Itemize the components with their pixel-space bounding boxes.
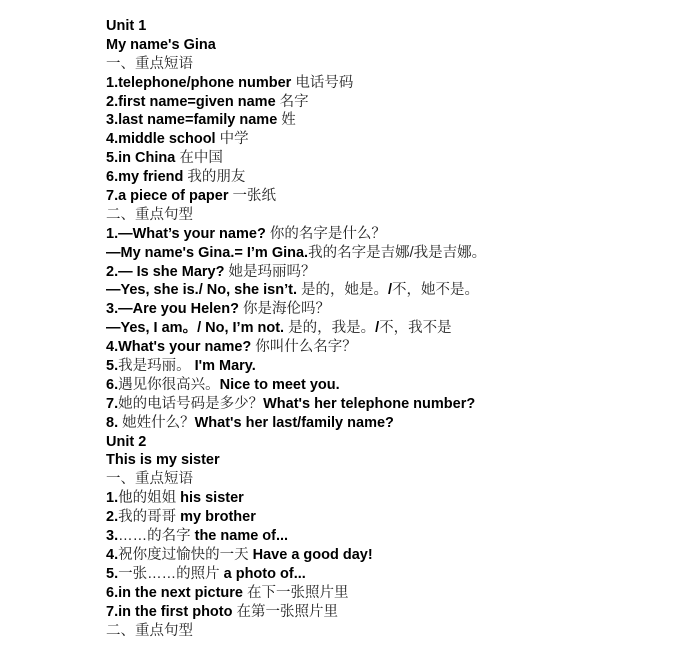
- text-line: [106, 281, 486, 300]
- bold-text: 6.in the next picture: [106, 584, 247, 601]
- text: 二、重点句型: [106, 622, 193, 639]
- bold-text: his sister: [180, 490, 244, 507]
- bold-text: 3.—Are you Helen?: [106, 301, 243, 318]
- bold-text: Unit 2: [106, 433, 147, 450]
- bold-text: What's her last/family name?: [194, 414, 394, 431]
- bold-text: my brother: [180, 509, 256, 526]
- bold-text: 6.my friend: [106, 169, 188, 186]
- bold-text: 4.: [106, 546, 119, 563]
- bold-text: This is my sister: [106, 452, 220, 469]
- bold-text: 5.in China: [106, 150, 180, 167]
- text: 她姓什么？: [122, 414, 195, 431]
- text-line: [106, 300, 486, 319]
- text-line: [106, 565, 486, 584]
- bold-text: 3.last name=family name: [106, 112, 282, 129]
- text-line: [106, 433, 486, 452]
- text: 在第一张照片里: [236, 603, 338, 620]
- bold-text: 2.— Is she Mary?: [106, 263, 229, 280]
- text-line: [106, 470, 486, 489]
- text-line: [106, 622, 486, 641]
- bold-text: a photo of...: [223, 565, 306, 582]
- text-line: [106, 451, 486, 470]
- text: 一张……的照片: [118, 565, 224, 582]
- text-line: [106, 338, 486, 357]
- text: 我的哥哥: [118, 509, 181, 526]
- text: 我是玛丽。: [118, 358, 195, 375]
- text-line: [106, 206, 486, 225]
- text-line: [106, 489, 486, 508]
- text: 是的，她是。: [301, 282, 389, 299]
- bold-text: Unit 1: [106, 18, 147, 34]
- text: 我的朋友: [187, 169, 246, 186]
- text-line: [106, 263, 486, 282]
- text: 我的名字是吉娜/我是吉娜。: [308, 244, 487, 261]
- bold-text: 7.in the first photo: [106, 603, 237, 620]
- text: 你叫什么名字？: [255, 339, 357, 356]
- text-line: [106, 244, 486, 263]
- bold-text: 3.: [106, 528, 119, 545]
- text: 一、重点短语: [106, 55, 193, 72]
- text: 一、重点短语: [106, 471, 193, 488]
- bold-text: 2.: [106, 509, 119, 526]
- bold-text: 5.: [106, 565, 119, 582]
- bold-text: My name's Gina: [106, 36, 216, 53]
- bold-text: What's her telephone number?: [263, 395, 476, 412]
- bold-text: 5.: [106, 358, 119, 375]
- text: 不，她不是。: [392, 282, 480, 299]
- text-line: [106, 527, 486, 546]
- text: 在下一张照片里: [247, 584, 349, 601]
- text: 一张纸: [232, 188, 277, 205]
- text-line: [106, 93, 486, 112]
- bold-text: /: [375, 320, 380, 337]
- bold-text: 8.: [106, 414, 123, 431]
- text-line: [106, 17, 486, 36]
- text-line: [106, 603, 486, 622]
- text: 她的电话号码是多少？: [118, 395, 264, 412]
- bold-text: 6.: [106, 376, 119, 393]
- bold-text: I'm Mary.: [194, 358, 256, 375]
- text: 姓: [281, 112, 296, 129]
- text-line: [106, 584, 486, 603]
- text: ……的名字: [118, 528, 195, 545]
- bold-text: 1.: [106, 490, 119, 507]
- text-line: [106, 168, 486, 187]
- bold-text: —Yes, I am。/ No, I’m not.: [106, 320, 289, 337]
- text-line: [106, 74, 486, 93]
- text: 中学: [219, 131, 249, 148]
- bold-text: 4.middle school: [106, 131, 220, 148]
- bold-text: 4.What's your name?: [106, 339, 256, 356]
- text: 她是玛丽吗？: [228, 263, 316, 280]
- bold-text: 7.a piece of paper: [106, 188, 233, 205]
- text-line: [106, 130, 486, 149]
- text-line: [106, 55, 486, 74]
- text: 你的名字是什么？: [269, 225, 386, 242]
- text: 不，我不是: [379, 320, 452, 337]
- text: 他的姐姐: [118, 490, 181, 507]
- bold-text: 1.—What’s your name?: [106, 225, 270, 242]
- text-line: [106, 149, 486, 168]
- text-line: [106, 36, 486, 55]
- bold-text: 2.first name=given name: [106, 93, 280, 110]
- bold-text: —Yes, she is./ No, she isn’t.: [106, 282, 302, 299]
- text: 二、重点句型: [106, 206, 193, 223]
- text-line: [106, 414, 486, 433]
- text: 在中国: [179, 150, 223, 167]
- bold-text: —My name's Gina.= I’m Gina.: [106, 244, 309, 261]
- bold-text: Have a good day!: [252, 546, 373, 563]
- text: 遇见你很高兴。: [118, 376, 220, 393]
- bold-text: Nice to meet you.: [219, 376, 340, 393]
- text-line: [106, 319, 486, 338]
- text: 名字: [279, 93, 309, 110]
- bold-text: 1.telephone/phone number: [106, 74, 296, 91]
- bold-text: the name of...: [194, 528, 289, 545]
- text: 祝你度过愉快的一天: [118, 546, 253, 563]
- text-line: [106, 376, 486, 395]
- text-line: [106, 546, 486, 565]
- text-line: [106, 225, 486, 244]
- text: 电话号码: [295, 74, 354, 91]
- text-line: [106, 357, 486, 376]
- text-line: [106, 187, 486, 206]
- bold-text: 7.: [106, 395, 119, 412]
- text: 是的，我是。: [288, 320, 376, 337]
- document-body: [106, 17, 486, 640]
- text-line: [106, 111, 486, 130]
- bold-text: /: [388, 282, 393, 299]
- text-line: [106, 395, 486, 414]
- text: 你是海伦吗？: [242, 301, 330, 318]
- text-line: [106, 508, 486, 527]
